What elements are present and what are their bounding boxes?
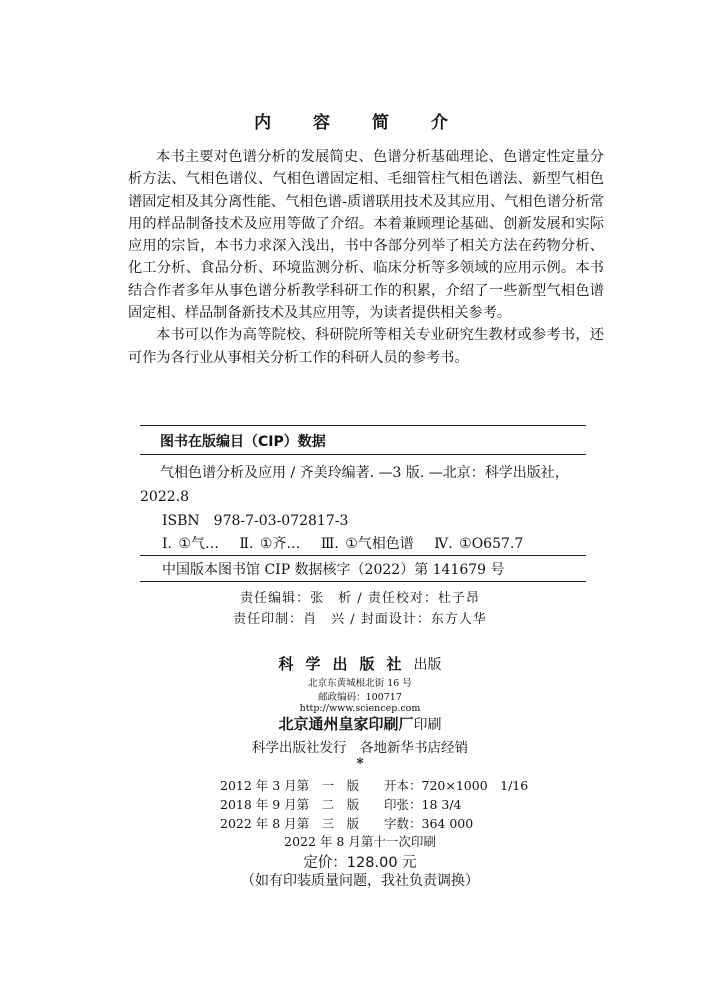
editor-credits: 责任编辑：张 析 / 责任校对：杜子昂 (240, 591, 480, 606)
printer-suffix: 印刷 (413, 717, 442, 733)
edition-info-3: 字数：364 000 (384, 816, 474, 831)
cip-heading: 图书在版编目（CIP）数据 (160, 434, 326, 450)
cip-lower-rule (140, 555, 586, 556)
quality-notice: （如有印装质量问题，我社负责调换） (241, 873, 479, 889)
distribution-line: 科学出版社发行 各地新华书店经销 (252, 740, 468, 756)
cip-top-rule (140, 425, 586, 426)
printer-name: 北京通州皇家印刷厂 (278, 715, 414, 733)
publisher-suffix: 出版 (413, 657, 442, 673)
edition-date-3: 2022 年 8 月第 三 版 (220, 816, 360, 831)
separator-star: * (356, 756, 364, 772)
cip-class-1: Ⅰ. ①气… (162, 536, 219, 552)
publisher-name: 科学出版社 (278, 655, 414, 673)
price: 定价：128.00 元 (303, 855, 417, 871)
publisher-line (0, 653, 720, 674)
edition-date-2: 2018 年 9 月第 二 版 (220, 797, 360, 812)
publisher-postcode: 邮政编码：100717 (318, 692, 402, 703)
cip-bottom-rule (140, 581, 586, 582)
cip-class-2: Ⅱ. ①齐… (239, 536, 301, 552)
cip-record-number: 中国版本图书馆 CIP 数据核字（2022）第 141679 号 (162, 562, 505, 578)
page-title: 内 容 简 介 (254, 113, 466, 133)
edition-row-1 (220, 776, 528, 794)
intro-section (128, 146, 604, 369)
printer-line (0, 713, 720, 734)
publisher-url: http://www.sciencep.com (299, 703, 421, 714)
edition-info-2: 印张：18 3/4 (384, 797, 462, 812)
production-credits: 责任印制：肖 兴 / 封面设计：东方人华 (233, 612, 487, 627)
edition-row-3 (220, 814, 473, 832)
cip-heading-rule (140, 454, 586, 455)
cip-classification (162, 533, 537, 553)
reprint-line: 2022 年 8 月第十一次印刷 (284, 834, 436, 849)
intro-paragraph-2: 本书可以作为高等院校、科研院所等相关专业研究生教材或参考书，还可作为各行业从事相关分析工作的科研人员的参考书。 (128, 327, 604, 366)
edition-info-1: 开本：720×1000 1/16 (384, 778, 529, 793)
publisher-address: 北京东黄城根北街 16 号 (308, 678, 412, 689)
cip-class-4: Ⅳ. ①O657.7 (434, 536, 524, 552)
edition-date-1: 2012 年 3 月第 一 版 (220, 778, 360, 793)
cip-class-3: Ⅲ. ①气相色谱 (320, 536, 414, 552)
cip-isbn: ISBN 978-7-03-072817-3 (162, 513, 349, 529)
edition-row-2 (220, 795, 462, 813)
cip-description: 气相色谱分析及应用 / 齐美玲编著. —3 版. —北京：科学出版社，2022.8 (140, 465, 569, 505)
intro-paragraph-1: 本书主要对色谱分析的发展简史、色谱分析基础理论、色谱定性定量分析方法、气相色谱仪、气相色谱固定相、毛细管柱气相色谱法、新型气相色谱固定相及其分离性能、气相色谱-质谱联用技术及其应用、气相色谱分析常用的样品制备技术及应用等做了介绍。本着兼顾理论基础、创新发展和实际应用的宗旨，本书力求深入浅出，书中各部分列举了相关方法在药物分析、化工分析、食品分析、环境监测分析、临床分析等多领域的应用示例。本书结合作者多年从事色谱分析教学科研工作的积累，介绍了一些新型气相色谱固定相、样品制备新技术及其应用等，为读者提供相关参考。 (128, 149, 604, 322)
